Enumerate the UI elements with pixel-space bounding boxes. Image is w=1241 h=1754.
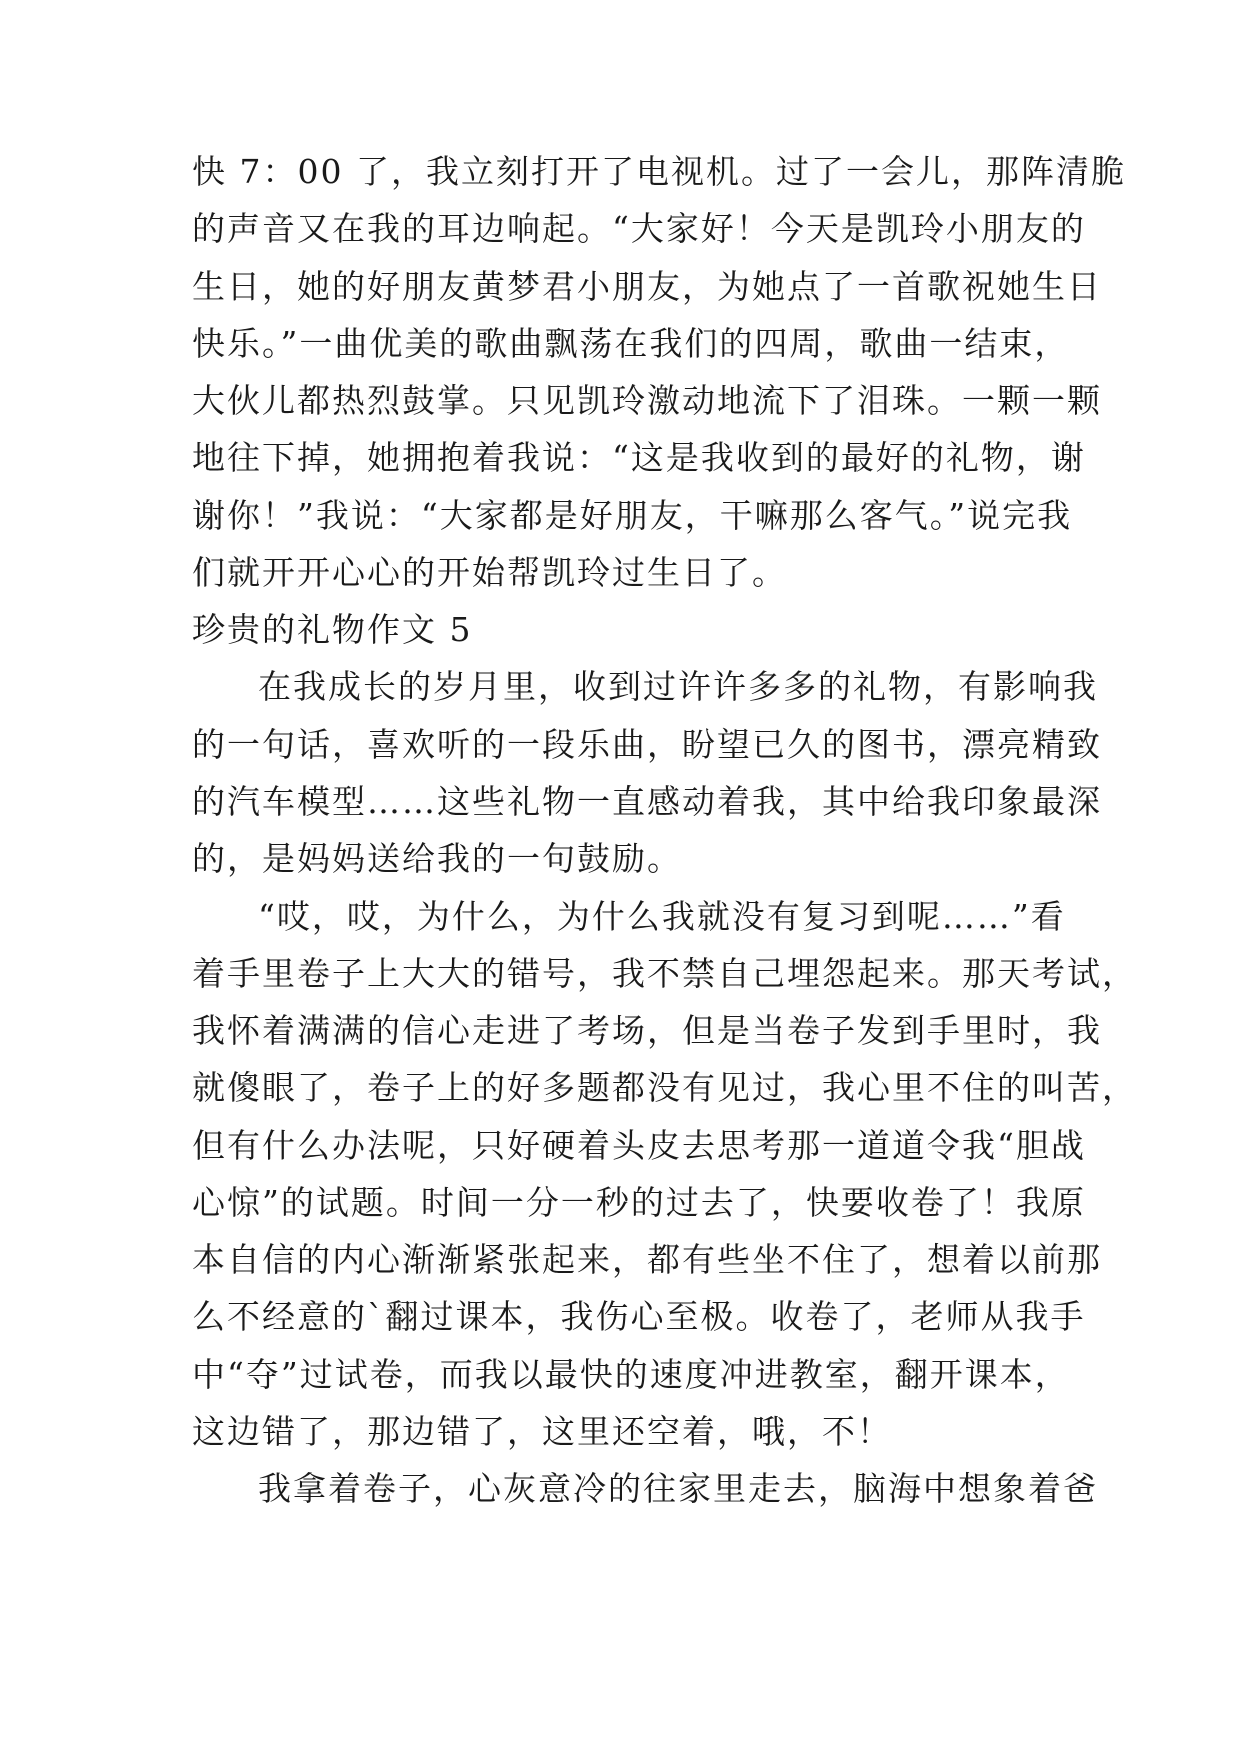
text-line: 在我成长的岁月里，收到过许许多多的礼物，有影响我 xyxy=(258,667,1098,706)
text-line: 本自信的内心渐渐紧张起来，都有些坐不住了，想着以前那 xyxy=(192,1240,1102,1279)
text-line: 着手里卷子上大大的错号，我不禁自己埋怨起来。那天考试， xyxy=(192,954,1137,993)
text-line: 这边错了，那边错了，这里还空着，哦，不！ xyxy=(192,1412,892,1451)
text-line: 的，是妈妈送给我的一句鼓励。 xyxy=(192,839,682,878)
text-line: 大伙儿都热烈鼓掌。只见凯玲激动地流下了泪珠。一颗一颗 xyxy=(192,381,1102,420)
text-line: 谢你！”我说：“大家都是好朋友，干嘛那么客气。”说完我 xyxy=(192,496,1073,535)
text-line: 我怀着满满的信心走进了考场，但是当卷子发到手里时，我 xyxy=(192,1011,1102,1050)
text-line: 但有什么办法呢，只好硬着头皮去思考那一道道令我“胆战 xyxy=(192,1126,1086,1165)
section-heading: 珍贵的礼物作文 5 xyxy=(192,610,473,649)
text-line: 的汽车模型……这些礼物一直感动着我，其中给我印象最深 xyxy=(192,782,1102,821)
text-line: 心惊”的试题。时间一分一秒的过去了，快要收卷了！我原 xyxy=(192,1183,1086,1222)
text-line: 地往下掉，她拥抱着我说：“这是我收到的最好的礼物，谢 xyxy=(192,438,1086,477)
text-line: 的声音又在我的耳边响起。“大家好！今天是凯玲小朋友的 xyxy=(192,209,1086,248)
text-line: 我拿着卷子，心灰意冷的往家里走去，脑海中想象着爸 xyxy=(258,1469,1098,1508)
text-line: 们就开开心心的开始帮凯玲过生日了。 xyxy=(192,553,787,592)
text-line: “哎，哎，为什么，为什么我就没有复习到呢……”看 xyxy=(258,897,1066,936)
text-line: 中“夺”过试卷，而我以最快的速度冲进教室，翻开课本， xyxy=(192,1355,1070,1394)
text-line: 快乐。”一曲优美的歌曲飘荡在我们的四周，歌曲一结束， xyxy=(192,324,1070,363)
text-line: 么不经意的`翻过课本，我伤心至极。收卷了，老师从我手 xyxy=(192,1297,1086,1336)
text-line: 生日，她的好朋友黄梦君小朋友，为她点了一首歌祝她生日 xyxy=(192,267,1102,306)
text-line: 快 7：00 了，我立刻打开了电视机。过了一会儿，那阵清脆 xyxy=(192,152,1126,191)
text-line: 的一句话，喜欢听的一段乐曲，盼望已久的图书，漂亮精致 xyxy=(192,725,1102,764)
text-line: 就傻眼了，卷子上的好多题都没有见过，我心里不住的叫苦， xyxy=(192,1068,1137,1107)
